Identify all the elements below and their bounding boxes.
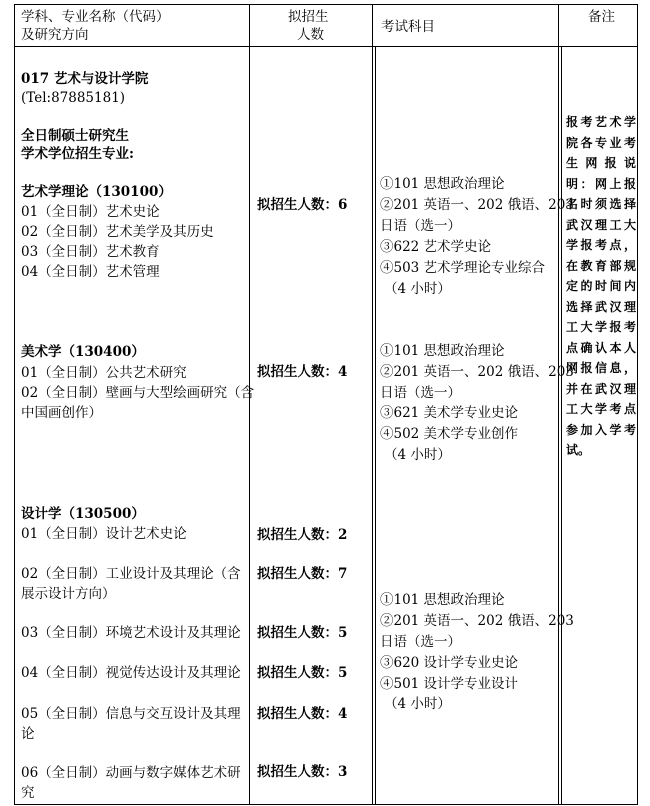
exam-duration: （4 小时） <box>384 447 451 463</box>
exam-subject: ②201 英语一、202 俄语、203 <box>380 197 574 213</box>
exam-subject: ③621 美术学专业史论 <box>380 405 519 421</box>
major-title: 设计学（130500） <box>21 506 145 522</box>
header-exam-label: 考试科目 <box>381 19 435 35</box>
direction-item: 04（全日制）艺术管理 <box>21 264 160 280</box>
direction-item: 01（全日制）设计艺术史论 <box>21 526 187 542</box>
enroll-count: 拟招生人数：5 <box>257 665 348 681</box>
table-bottom-border <box>14 804 638 805</box>
header-major-label: 学科、专业名称（代码） <box>21 9 170 25</box>
exam-subject: ③622 艺术学史论 <box>380 239 492 255</box>
direction-item-cont: 究 <box>21 785 35 801</box>
direction-item: 05（全日制）信息与交互设计及其理 <box>21 706 241 722</box>
enroll-count: 拟招生人数：3 <box>257 764 348 780</box>
direction-item: 06（全日制）动画与数字媒体艺术研 <box>21 765 241 781</box>
exam-subject: ①101 思想政治理论 <box>380 176 505 192</box>
enroll-count: 拟招生人数：4 <box>257 706 348 722</box>
direction-item-cont: 论 <box>21 726 35 742</box>
header-enroll-label-1: 拟招生 <box>288 9 329 25</box>
program-type-line-1: 全日制硕士研究生 <box>21 128 129 144</box>
direction-item: 04（全日制）视觉传达设计及其理论 <box>21 665 241 681</box>
exam-subject: ④502 美术学专业创作 <box>380 426 519 442</box>
direction-item: 02（全日制）工业设计及其理论（含 <box>21 566 241 582</box>
direction-item: 02（全日制）壁画与大型绘画研究（含 <box>21 385 255 401</box>
college-tel: (Tel:87885181) <box>21 90 126 106</box>
col-divider-3b <box>561 46 562 805</box>
table-top-border <box>14 4 638 5</box>
col-divider-1 <box>249 4 250 805</box>
direction-item: 03（全日制）艺术教育 <box>21 244 160 260</box>
direction-item: 01（全日制）公共艺术研究 <box>21 365 187 381</box>
direction-item: 03（全日制）环境艺术设计及其理论 <box>21 625 241 641</box>
col-divider-3 <box>558 4 559 805</box>
enroll-count: 拟招生人数：7 <box>257 566 348 582</box>
direction-item-cont: 展示设计方向） <box>21 586 116 602</box>
remark-note: 报考艺术学院各专业考生网报说明：网上报名时须选择武汉理工大学报考点，在教育部规定的时间内选择武汉理工大学报考点确认本人网报信息，并在武汉理工大学考点参加入学考试。 <box>566 115 636 457</box>
header-remark-label: 备注 <box>588 9 615 25</box>
col-divider-2b <box>375 46 376 805</box>
program-type-line-2: 学术学位招生专业: <box>21 146 134 162</box>
exam-subject: 日语（选一） <box>380 218 461 234</box>
exam-subject: ②201 英语一、202 俄语、203 <box>380 364 574 380</box>
table-left-border <box>14 4 15 805</box>
enroll-count: 拟招生人数：2 <box>257 527 348 543</box>
exam-subject: ①101 思想政治理论 <box>380 592 505 608</box>
direction-item: 中国画创作） <box>21 405 102 421</box>
exam-subject: ②201 英语一、202 俄语、203 <box>380 613 574 629</box>
exam-duration: （4 小时） <box>384 281 451 297</box>
exam-subject: ④501 设计学专业设计 <box>380 676 519 692</box>
table-right-border <box>637 4 638 805</box>
col-divider-2 <box>372 4 373 805</box>
enroll-count: 拟招生人数：5 <box>257 625 348 641</box>
enroll-count: 拟招生人数：6 <box>257 197 348 213</box>
exam-subject: ①101 思想政治理论 <box>380 343 505 359</box>
header-bottom-border <box>14 46 638 47</box>
header-direction-label: 及研究方向 <box>21 27 89 43</box>
exam-duration: （4 小时） <box>384 696 451 712</box>
exam-subject: ③620 设计学专业史论 <box>380 655 519 671</box>
direction-item: 01（全日制）艺术史论 <box>21 204 160 220</box>
exam-subject: 日语（选一） <box>380 385 461 401</box>
enroll-count: 拟招生人数：4 <box>257 364 348 380</box>
exam-subject: ④503 艺术学理论专业综合 <box>380 260 546 276</box>
major-title: 艺术学理论（130100） <box>21 184 172 200</box>
header-enroll-label-2: 人数 <box>297 27 324 43</box>
college-name: 017 艺术与设计学院 <box>21 71 149 87</box>
exam-subject: 日语（选一） <box>380 634 461 650</box>
major-title: 美术学（130400） <box>21 344 145 360</box>
direction-item: 02（全日制）艺术美学及其历史 <box>21 224 214 240</box>
